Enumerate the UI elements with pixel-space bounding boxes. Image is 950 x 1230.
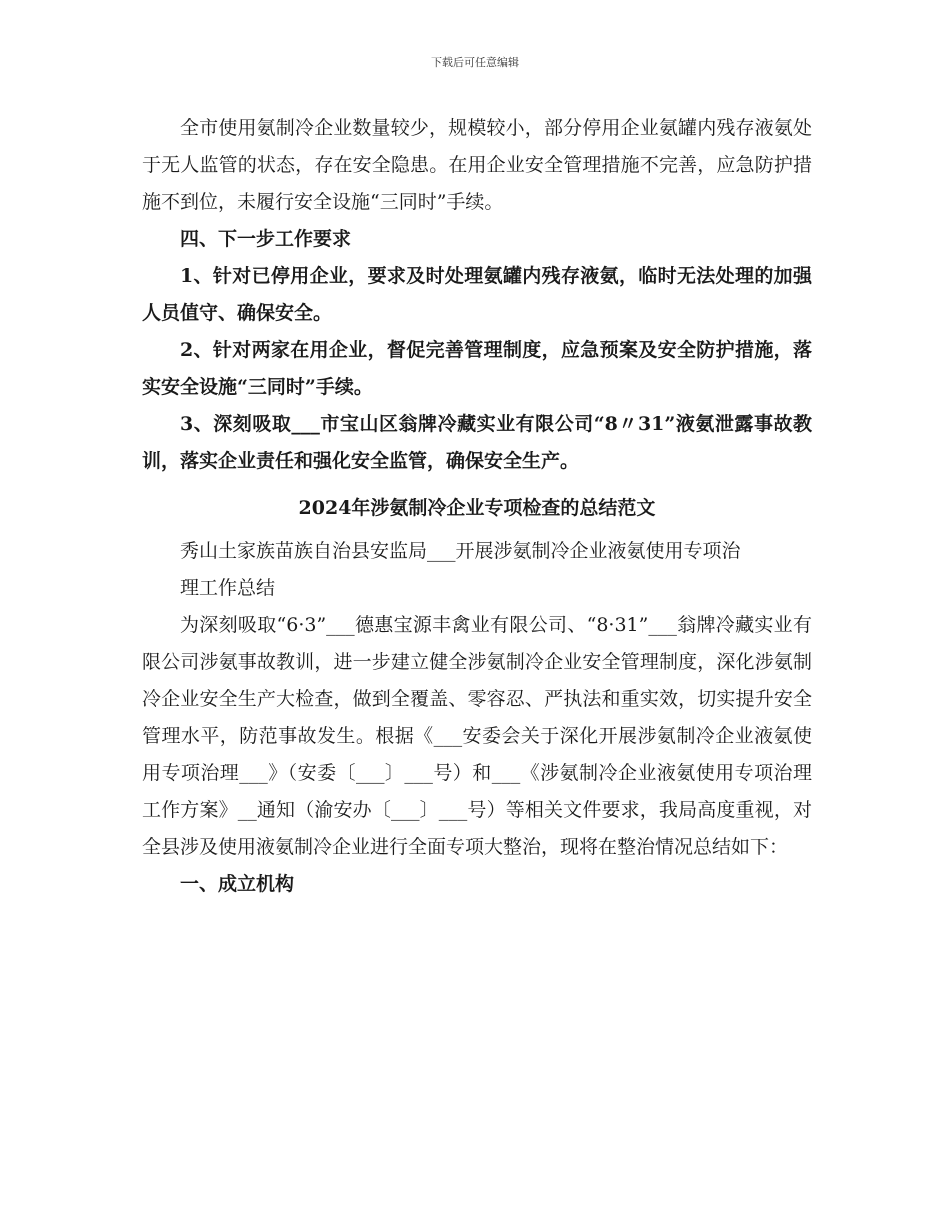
requirement-3: 3、深刻吸取___市宝山区翁牌冷藏实业有限公司“8〃31”液氨泄露事故教训，落实企业责任和强化安全监管，确保安全生产。 — [142, 413, 812, 472]
requirement-2: 2、针对两家在用企业，督促完善管理制度，应急预案及安全防护措施，落实安全设施“三同时”手续。 — [142, 339, 812, 398]
page-header: 下载后可任意编辑 — [431, 56, 519, 69]
document-title: 2024年涉氨制冷企业专项检查的总结范文 — [298, 497, 656, 519]
paragraph-status: 全市使用氨制冷企业数量较少，规模较小，部分停用企业氨罐内残存液氨处于无人监管的状态，存在安全隐患。在用企业安全管理措施不完善，应急防护措施不到位，未履行安全设施“三同时”手续。 — [142, 117, 812, 213]
requirement-1: 1、针对已停用企业，要求及时处理氨罐内残存液氨，临时无法处理的加强人员值守、确保安全。 — [142, 265, 812, 324]
subtitle-line-2: 理工作总结 — [180, 577, 276, 599]
section-heading-organization: 一、成立机构 — [180, 873, 295, 895]
subtitle-line-1: 秀山土家族苗族自治县安监局___开展涉氨制冷企业液氨使用专项治 — [180, 540, 741, 562]
document-body — [142, 110, 812, 903]
section-heading-next-steps: 四、下一步工作要求 — [180, 228, 352, 250]
paragraph-background: 为深刻吸取“6·3”___德惠宝源丰禽业有限公司、“8·31”___翁牌冷藏实业有限公司涉氨事故教训，进一步建立健全涉氨制冷企业安全管理制度，深化涉氨制冷企业安全生产大检查，做到全覆盖、零容忍、严执法和重实效，切实提升安全管理水平，防范事故发生。根据《___安委会关于深化开展涉氨制冷企业液氨使用专项治理___》（安委〔___〕___号）和___《涉氨制冷企业液氨使用专项治理工作方案》__通知（渝安办〔___〕___号）等相关文件要求，我局高度重视，对全县涉及使用液氨制冷企业进行全面专项大整治，现将在整治情况总结如下： — [142, 614, 812, 858]
